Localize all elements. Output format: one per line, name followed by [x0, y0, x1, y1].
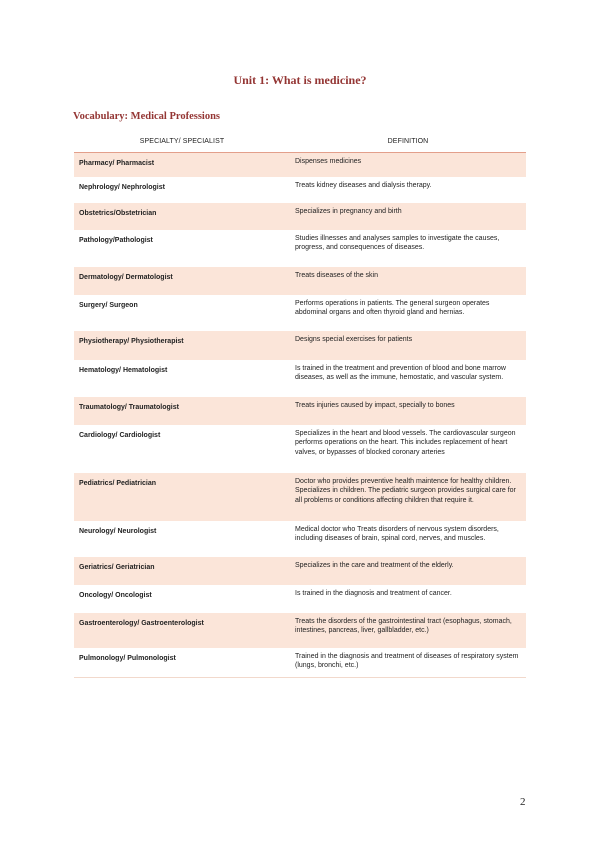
specialty-cell: Geriatrics/ Geriatrician	[74, 557, 290, 585]
table-header-row	[74, 132, 526, 153]
specialty-cell: Pathology/Pathologist	[79, 236, 153, 244]
table-row	[74, 267, 526, 295]
specialty-cell: Pediatrics/ Pediatrician	[74, 473, 290, 521]
table-row	[74, 397, 526, 425]
table-row	[74, 153, 526, 177]
table-row	[74, 360, 526, 397]
definition-cell: Is trained in the treatment and prevention of blood and bone marrow diseases, as well as the immune, hemostatic, and vascular system.	[295, 364, 506, 382]
medical-professions-table	[74, 132, 526, 678]
definition-cell: Medical doctor who Treats disorders of nervous system disorders, including diseases of brain, spinal cord, nerves, and muscles.	[295, 525, 499, 543]
specialty-cell: Pharmacy/ Pharmacist	[74, 153, 290, 177]
specialty-cell: Surgery/ Surgeon	[79, 301, 138, 309]
definition-cell: Doctor who provides preventive health maintence for healthy children. Specializes in children. The pediatric surgeon provides surgical care for all problems or conditions affecting children that require it.	[290, 473, 526, 521]
definition-cell: Designs special exercises for patients	[290, 331, 526, 360]
table-row	[74, 557, 526, 585]
specialty-column-header: SPECIALTY/ SPECIALIST	[74, 132, 290, 153]
table-row	[74, 613, 526, 648]
definition-cell: Specializes in pregnancy and birth	[290, 203, 526, 230]
definition-column-header: DEFINITION	[290, 132, 526, 153]
table-row	[74, 425, 526, 473]
specialty-cell: Obstetrics/Obstetrician	[74, 203, 290, 230]
table-row	[74, 648, 526, 678]
definition-cell: Treats kidney diseases and dialysis therapy.	[295, 181, 432, 189]
page-number: 2	[520, 796, 526, 808]
table-row	[74, 473, 526, 521]
specialty-cell: Oncology/ Oncologist	[79, 591, 152, 599]
table-row	[74, 521, 526, 557]
specialty-cell: Physiotherapy/ Physiotherapist	[74, 331, 290, 360]
specialty-cell: Dermatology/ Dermatologist	[74, 267, 290, 295]
definition-cell: Is trained in the diagnosis and treatment of cancer.	[295, 589, 452, 597]
table-row	[74, 203, 526, 230]
definition-cell: Trained in the diagnosis and treatment of diseases of respiratory system (lungs, bronchi, etc.)	[290, 648, 526, 678]
unit-title: Unit 1: What is medicine?	[233, 73, 367, 87]
definition-cell: Performs operations in patients. The general surgeon operates abdominal organs and often thyroid gland and hernias.	[295, 299, 490, 317]
definition-cell: Treats the disorders of the gastrointestinal tract (esophagus, stomach, intestines, pancreas, liver, gallbladder, etc.)	[290, 613, 526, 648]
specialty-cell: Cardiology/ Cardiologist	[79, 431, 161, 439]
table-row	[74, 230, 526, 267]
table-row	[74, 177, 526, 203]
vocabulary-title: Vocabulary: Medical Professions	[73, 111, 220, 122]
table-row	[74, 585, 526, 613]
definition-cell: Treats diseases of the skin	[290, 267, 526, 295]
definition-cell: Specializes in the heart and blood vessels. The cardiovascular surgeon performs operations on the heart. This includes replacement of heart valves, or bypasses of blocked coronary arteries	[295, 429, 516, 457]
definition-cell: Studies illnesses and analyses samples to investigate the causes, progress, and consequences of diseases.	[295, 234, 500, 252]
definition-cell: Specializes in the care and treatment of the elderly.	[290, 557, 526, 585]
definition-cell: Dispenses medicines	[290, 153, 526, 177]
specialty-cell: Gastroenterology/ Gastroenterologist	[74, 613, 290, 648]
table-row	[74, 331, 526, 360]
definition-cell: Treats injuries caused by impact, specially to bones	[290, 397, 526, 425]
specialty-cell: Pulmonology/ Pulmonologist	[74, 648, 290, 678]
specialty-cell: Traumatology/ Traumatologist	[74, 397, 290, 425]
table-row	[74, 295, 526, 331]
specialty-cell: Hematology/ Hematologist	[79, 366, 168, 374]
specialty-cell: Neurology/ Neurologist	[79, 527, 157, 535]
specialty-cell: Nephrology/ Nephrologist	[79, 183, 165, 191]
